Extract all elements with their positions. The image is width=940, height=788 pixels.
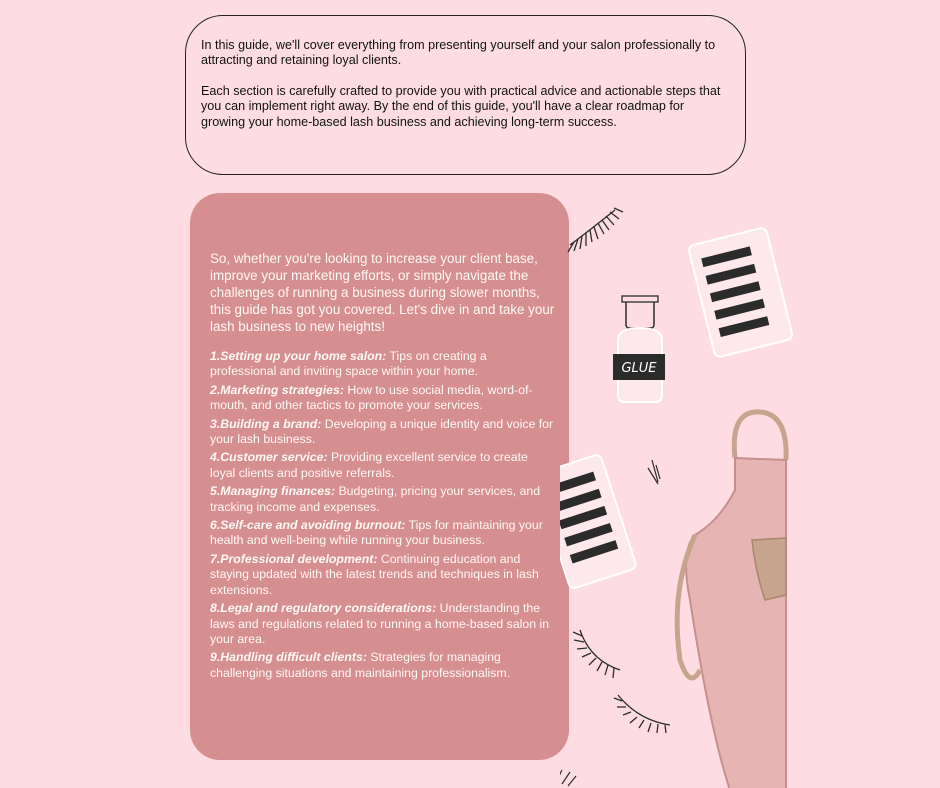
topic-title: 3.Building a brand: <box>210 416 322 431</box>
topic-text: Providing excellent service to create loyal clients and positive referrals. <box>210 450 528 480</box>
topic-item <box>210 552 555 598</box>
topic-item <box>210 518 555 549</box>
eyelash-strip-icon <box>573 630 620 678</box>
topics-card <box>190 193 569 760</box>
topic-item <box>210 484 555 515</box>
lash-tray-icon <box>560 454 637 590</box>
intro-paragraph-2: Each section is carefully crafted to provide you with practical advice and actionable steps that you can implement right away. By the end of this guide, you'll have a clear roadmap for growing your home-based lash business and achieving long-term success. <box>201 83 721 129</box>
topic-text: Budgeting, pricing your services, and tracking income and expenses. <box>210 484 541 514</box>
topic-text: Tips on creating a professional and inviting space within your home. <box>210 349 487 379</box>
topic-item <box>210 349 555 380</box>
topic-item <box>210 383 555 414</box>
eyelash-strip-icon <box>568 208 623 252</box>
eyelash-strip-icon <box>614 695 670 733</box>
topic-title: 2.Marketing strategies: <box>210 382 344 397</box>
topic-text: Understanding the laws and regulations related to running a home-based salon in your area. <box>210 601 550 646</box>
lash-tray-icon <box>688 227 793 358</box>
topic-title: 8.Legal and regulatory considerations: <box>210 601 437 616</box>
topic-item <box>210 650 555 681</box>
topic-text: Developing a unique identity and voice for your lash business. <box>210 416 554 447</box>
topics-list <box>210 349 555 681</box>
topic-title: 9.Handling difficult clients: <box>210 650 367 665</box>
topic-item <box>210 417 555 448</box>
topic-item <box>210 450 555 481</box>
topic-item <box>210 601 555 647</box>
glue-label: GLUE <box>621 361 657 376</box>
topic-text: How to use social media, word-of-mouth, and other tactics to promote your services. <box>210 382 533 413</box>
topic-text: Tips for maintaining your health and well-being while running your business. <box>210 518 543 548</box>
lash-supplies-illustration <box>560 190 800 788</box>
card-lead-text: So, whether you're looking to increase your client base, improve your marketing efforts, or simply navigate the challenges of running a business during slower months, this guide has got you covered. Let's dive in and take your lash business to new heights! <box>210 251 555 334</box>
topic-title: 1.Setting up your home salon: <box>210 349 387 363</box>
eyelash-strip-icon <box>560 770 576 786</box>
eyelash-strip-icon <box>648 460 660 484</box>
topic-title: 5.Managing finances: <box>210 484 336 499</box>
topic-text: Continuing education and staying updated with the latest trends and techniques in lash extensions. <box>210 551 539 597</box>
apron-icon <box>677 412 786 788</box>
intro-paragraph-1: In this guide, we'll cover everything from presenting yourself and your salon professionally to attracting and retaining loyal clients. <box>201 38 716 68</box>
topic-title: 4.Customer service: <box>210 450 328 465</box>
topic-title: 7.Professional development: <box>210 551 378 566</box>
intro-box <box>185 15 746 175</box>
topic-title: 6.Self-care and avoiding burnout: <box>210 518 406 533</box>
glue-bottle-icon <box>613 296 665 402</box>
topic-text: Strategies for managing challenging situations and maintaining professionalism. <box>210 650 511 680</box>
